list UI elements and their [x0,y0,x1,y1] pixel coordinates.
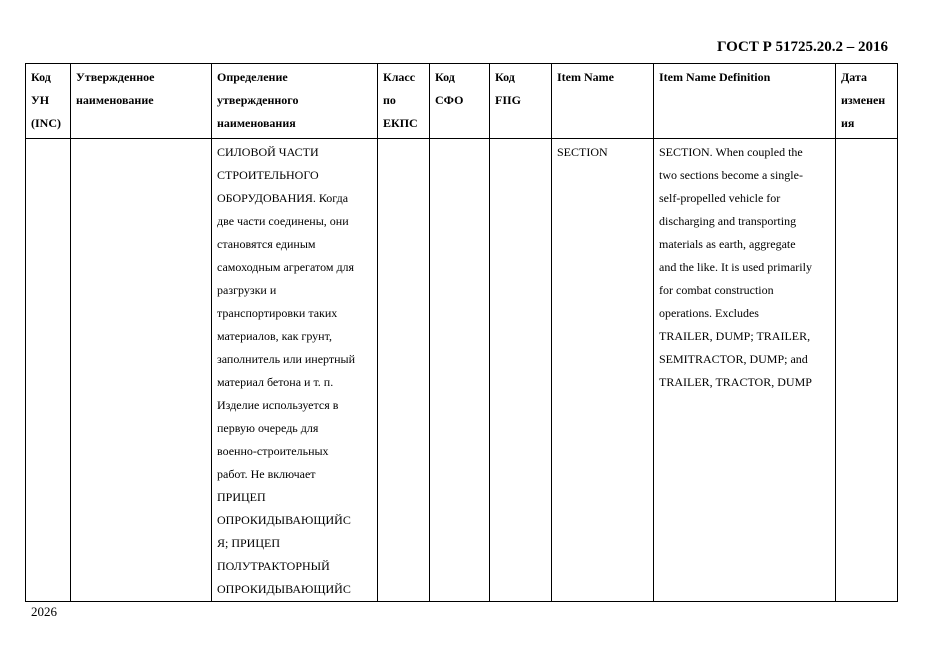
column-header-definition: Определение утвержденного наименования [212,64,378,139]
cell-approved-name [71,139,212,602]
cell-sfo [430,139,490,602]
table-header-row [26,64,898,139]
cell-class [378,139,430,602]
cell-definition: СИЛОВОЙ ЧАСТИ СТРОИТЕЛЬНОГО ОБОРУДОВАНИЯ. Когда две части соединены, они становятся единым самоходным агрегатом для разгрузки и транспортировки таких материалов, как грунт, заполнитель или инертный материал бетона и т. п. Изделие используется в первую очередь для военно-строительных работ. Не включает ПРИЦЕП ОПРОКИДЫВАЮЩИЙС Я; ПРИЦЕП ПОЛУТРАКТОРНЫЙ ОПРОКИДЫВАЮЩИЙС [212,139,378,602]
column-header-fiig: Код FIIG [490,64,552,139]
document-id: ГОСТ Р 51725.20.2 – 2016 [716,39,888,55]
column-header-inc: Код УН (INC) [26,64,71,139]
cell-fiig [490,139,552,602]
cell-inc [26,139,71,602]
page-number: 2026 [31,604,57,619]
cell-item-name-definition: SECTION. When coupled the two sections become a single- self-propelled vehicle for discharging and transporting materials as earth, aggregate and the like. It is used primarily for combat construction operations. Excludes TRAILER, DUMP; TRAILER, SEMITRACTOR, DUMP; and TRAILER, TRACTOR, DUMP [654,139,836,602]
table-row [26,139,898,602]
column-header-item-name-definition: Item Name Definition [654,64,836,139]
column-header-item-name: Item Name [552,64,654,139]
cell-change-date [836,139,898,602]
column-header-sfo: Код СФО [430,64,490,139]
column-header-class: Класс по ЕКПС [378,64,430,139]
column-header-approved-name: Утвержденное наименование [71,64,212,139]
classification-table [25,63,898,602]
cell-item-name: SECTION [552,139,654,602]
column-header-change-date: Дата изменен ия [836,64,898,139]
